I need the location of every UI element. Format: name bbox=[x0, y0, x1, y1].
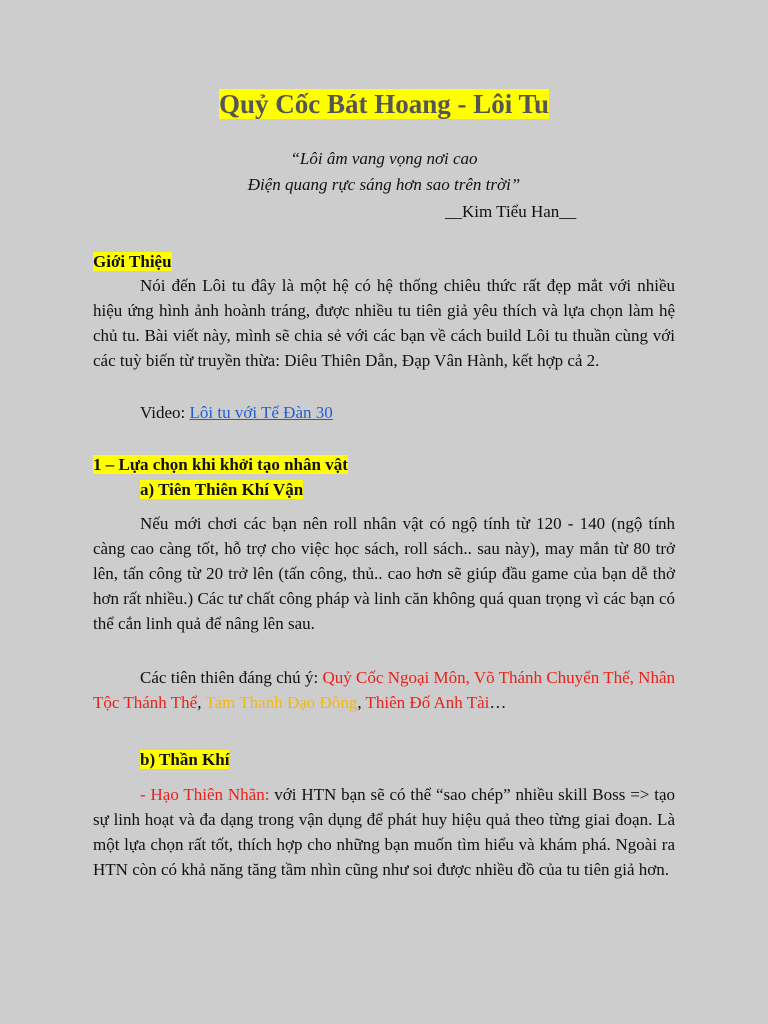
notable-prefix: Các tiên thiên đáng chú ý: bbox=[140, 668, 323, 687]
notable-ellipsis: … bbox=[489, 693, 507, 712]
title-text: Quỷ Cốc Bát Hoang - Lôi Tu bbox=[218, 89, 550, 119]
quote-line-2: Điện quang rực sáng hơn sao trên trời” bbox=[247, 175, 521, 194]
notable-sep-2: , bbox=[357, 693, 366, 712]
item-text: với HTN bạn sẽ có thể “sao chép” nhiều skill Boss => tạo sự linh hoạt và đa dạng trong vận dụng để phát huy hiệu quả theo từng giai đoạn. Là một lựa chọn rất tốt, thích hợp cho những bạn muốn tìm hiểu và khám phá. Ngoài ra HTN còn có khả năng tăng tầm nhìn cũng như soi được nhiều đồ của tu tiên giả hơn. bbox=[93, 785, 675, 879]
quote-author: __Kim Tiểu Han__ bbox=[445, 202, 577, 221]
sub-b-heading-block bbox=[93, 747, 675, 772]
sub-a-paragraph: Nếu mới chơi các bạn nên roll nhân vật có ngộ tính từ 120 - 140 (ngộ tính càng cao càng tốt, hỗ trợ cho việc học sách, roll sách.. sau này), may mắn từ 80 trở lên, tấn công từ 20 trở lên (tấn công, thủ.. cao hơn sẽ giúp đầu game của bạn dễ thở hơn rất nhiều.) Các tư chất công pháp và linh căn không quá quan trọng vì các bạn có thể cắn linh quả để nâng lên sau. bbox=[93, 514, 675, 633]
epigraph-quote bbox=[0, 146, 768, 198]
video-link[interactable]: Lôi tu với Tế Đàn 30 bbox=[189, 403, 333, 422]
notable-red-1: Quỷ Cốc Ngoại Môn, Võ Thánh Chuyển Thế, Nhân Tộc Thánh Thể bbox=[93, 668, 675, 712]
item-name: - Hạo Thiên Nhãn: bbox=[140, 785, 270, 804]
video-label: Video: bbox=[140, 403, 190, 422]
sub-a-heading: a) Tiên Thiên Khí Vận bbox=[140, 480, 304, 499]
sub-b-heading: b) Thần Khí bbox=[140, 750, 230, 769]
sub-b-paragraph bbox=[93, 782, 675, 882]
notable-gold: Tam Thanh Đạo Đồng bbox=[205, 693, 358, 712]
section-1-heading: 1 – Lựa chọn khi khởi tạo nhân vật bbox=[93, 455, 348, 474]
sub-a-heading-block bbox=[93, 477, 675, 502]
notable-red-2: Thiên Đố Anh Tài bbox=[365, 693, 490, 712]
notable-talents-paragraph bbox=[93, 665, 675, 715]
quote-line-1: “Lôi âm vang vọng nơi cao bbox=[290, 149, 478, 168]
intro-heading-block bbox=[93, 249, 675, 274]
section-1-heading-block bbox=[93, 452, 675, 477]
video-line bbox=[93, 400, 675, 425]
intro-heading: Giới Thiệu bbox=[93, 252, 172, 271]
document-title bbox=[0, 86, 768, 122]
intro-paragraph: Nói đến Lôi tu đây là một hệ có hệ thống chiêu thức rất đẹp mắt với nhiều hiệu ứng hình ảnh hoành tráng, được nhiều tu tiên giả yêu thích và lựa chọn làm hệ chủ tu. Bài viết này, mình sẽ chia sẻ với các bạn về cách build Lôi tu thuần cùng với các tuỳ biến từ truyền thừa: Diêu Thiên Dẫn, Đạp Vân Hành, kết hợp cả 2. bbox=[93, 276, 675, 370]
notable-sep-1: , bbox=[197, 693, 206, 712]
